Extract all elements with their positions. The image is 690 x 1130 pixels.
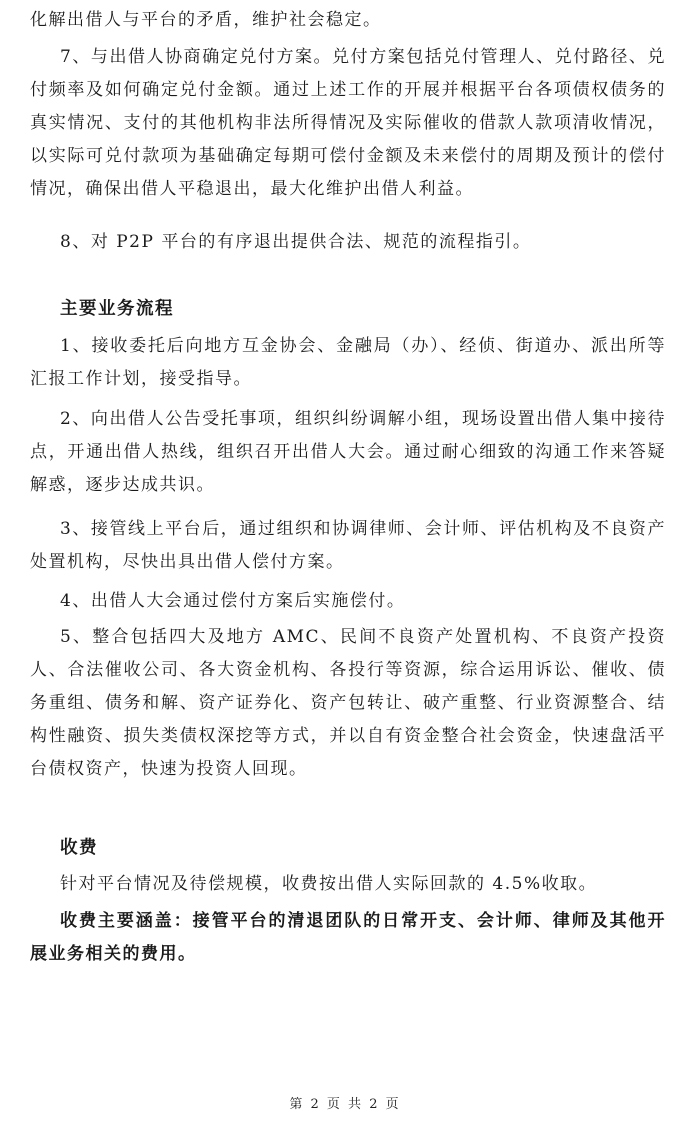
fee-rate-text: 针对平台情况及待偿规模，收费按出借人实际回款的 4.5%收取。: [60, 874, 598, 894]
paragraph-item-7: 7、与出借人协商确定兑付方案。兑付方案包括兑付管理人、兑付路径、兑付频率及如何确定兑付金额。通过上述工作的开展并根据平台各项债权债务的真实情况、支付的其他机构非法所得情况及实际催收的借款人款项清收情况，以实际可兑付款项为基础确定每期可偿付金额及未来偿付的周期及预计的偿付情况，确保出借人平稳退出，最大化维护出借人利益。: [30, 47, 666, 199]
process-step-5: 5、整合包括四大及地方 AMC、民间不良资产处置机构、不良资产投资人、合法催收公司、各大资金机构、各投行等资源，综合运用诉讼、催收、债务重组、债务和解、资产证券化、资产包转让、破产重整、行业资源整合、结构性融资、损失类债权深挖等方式，并以自有资金整合社会资金，快速盘活平台债权资产，快速为投资人回现。: [30, 627, 666, 779]
process-step-2: 2、向出借人公告受托事项，组织纠纷调解小组，现场设置出借人集中接待点，开通出借人热线，组织召开出借人大会。通过耐心细致的沟通工作来答疑解惑，逐步达成共识。: [30, 409, 666, 495]
fee-scope-text: 收费主要涵盖：接管平台的清退团队的日常开支、会计师、律师及其他开展业务相关的费用。: [30, 911, 666, 964]
page-number-footer: 第 2 页 共 2 页: [289, 1097, 401, 1112]
process-step-3: 3、接管线上平台后，通过组织和协调律师、会计师、评估机构及不良资产处置机构，尽快出具出借人偿付方案。: [30, 519, 666, 572]
process-step-4: 4、出借人大会通过偿付方案后实施偿付。: [60, 591, 406, 611]
section-heading-fees: 收费: [60, 838, 98, 858]
section-heading-process: 主要业务流程: [60, 299, 174, 319]
paragraph-item-8: 8、对 P2P 平台的有序退出提供合法、规范的流程指引。: [60, 232, 532, 252]
paragraph-continued: 化解出借人与平台的矛盾，维护社会稳定。: [30, 10, 382, 30]
process-step-1: 1、接收委托后向地方互金协会、金融局（办）、经侦、街道办、派出所等汇报工作计划，接受指导。: [30, 336, 666, 389]
